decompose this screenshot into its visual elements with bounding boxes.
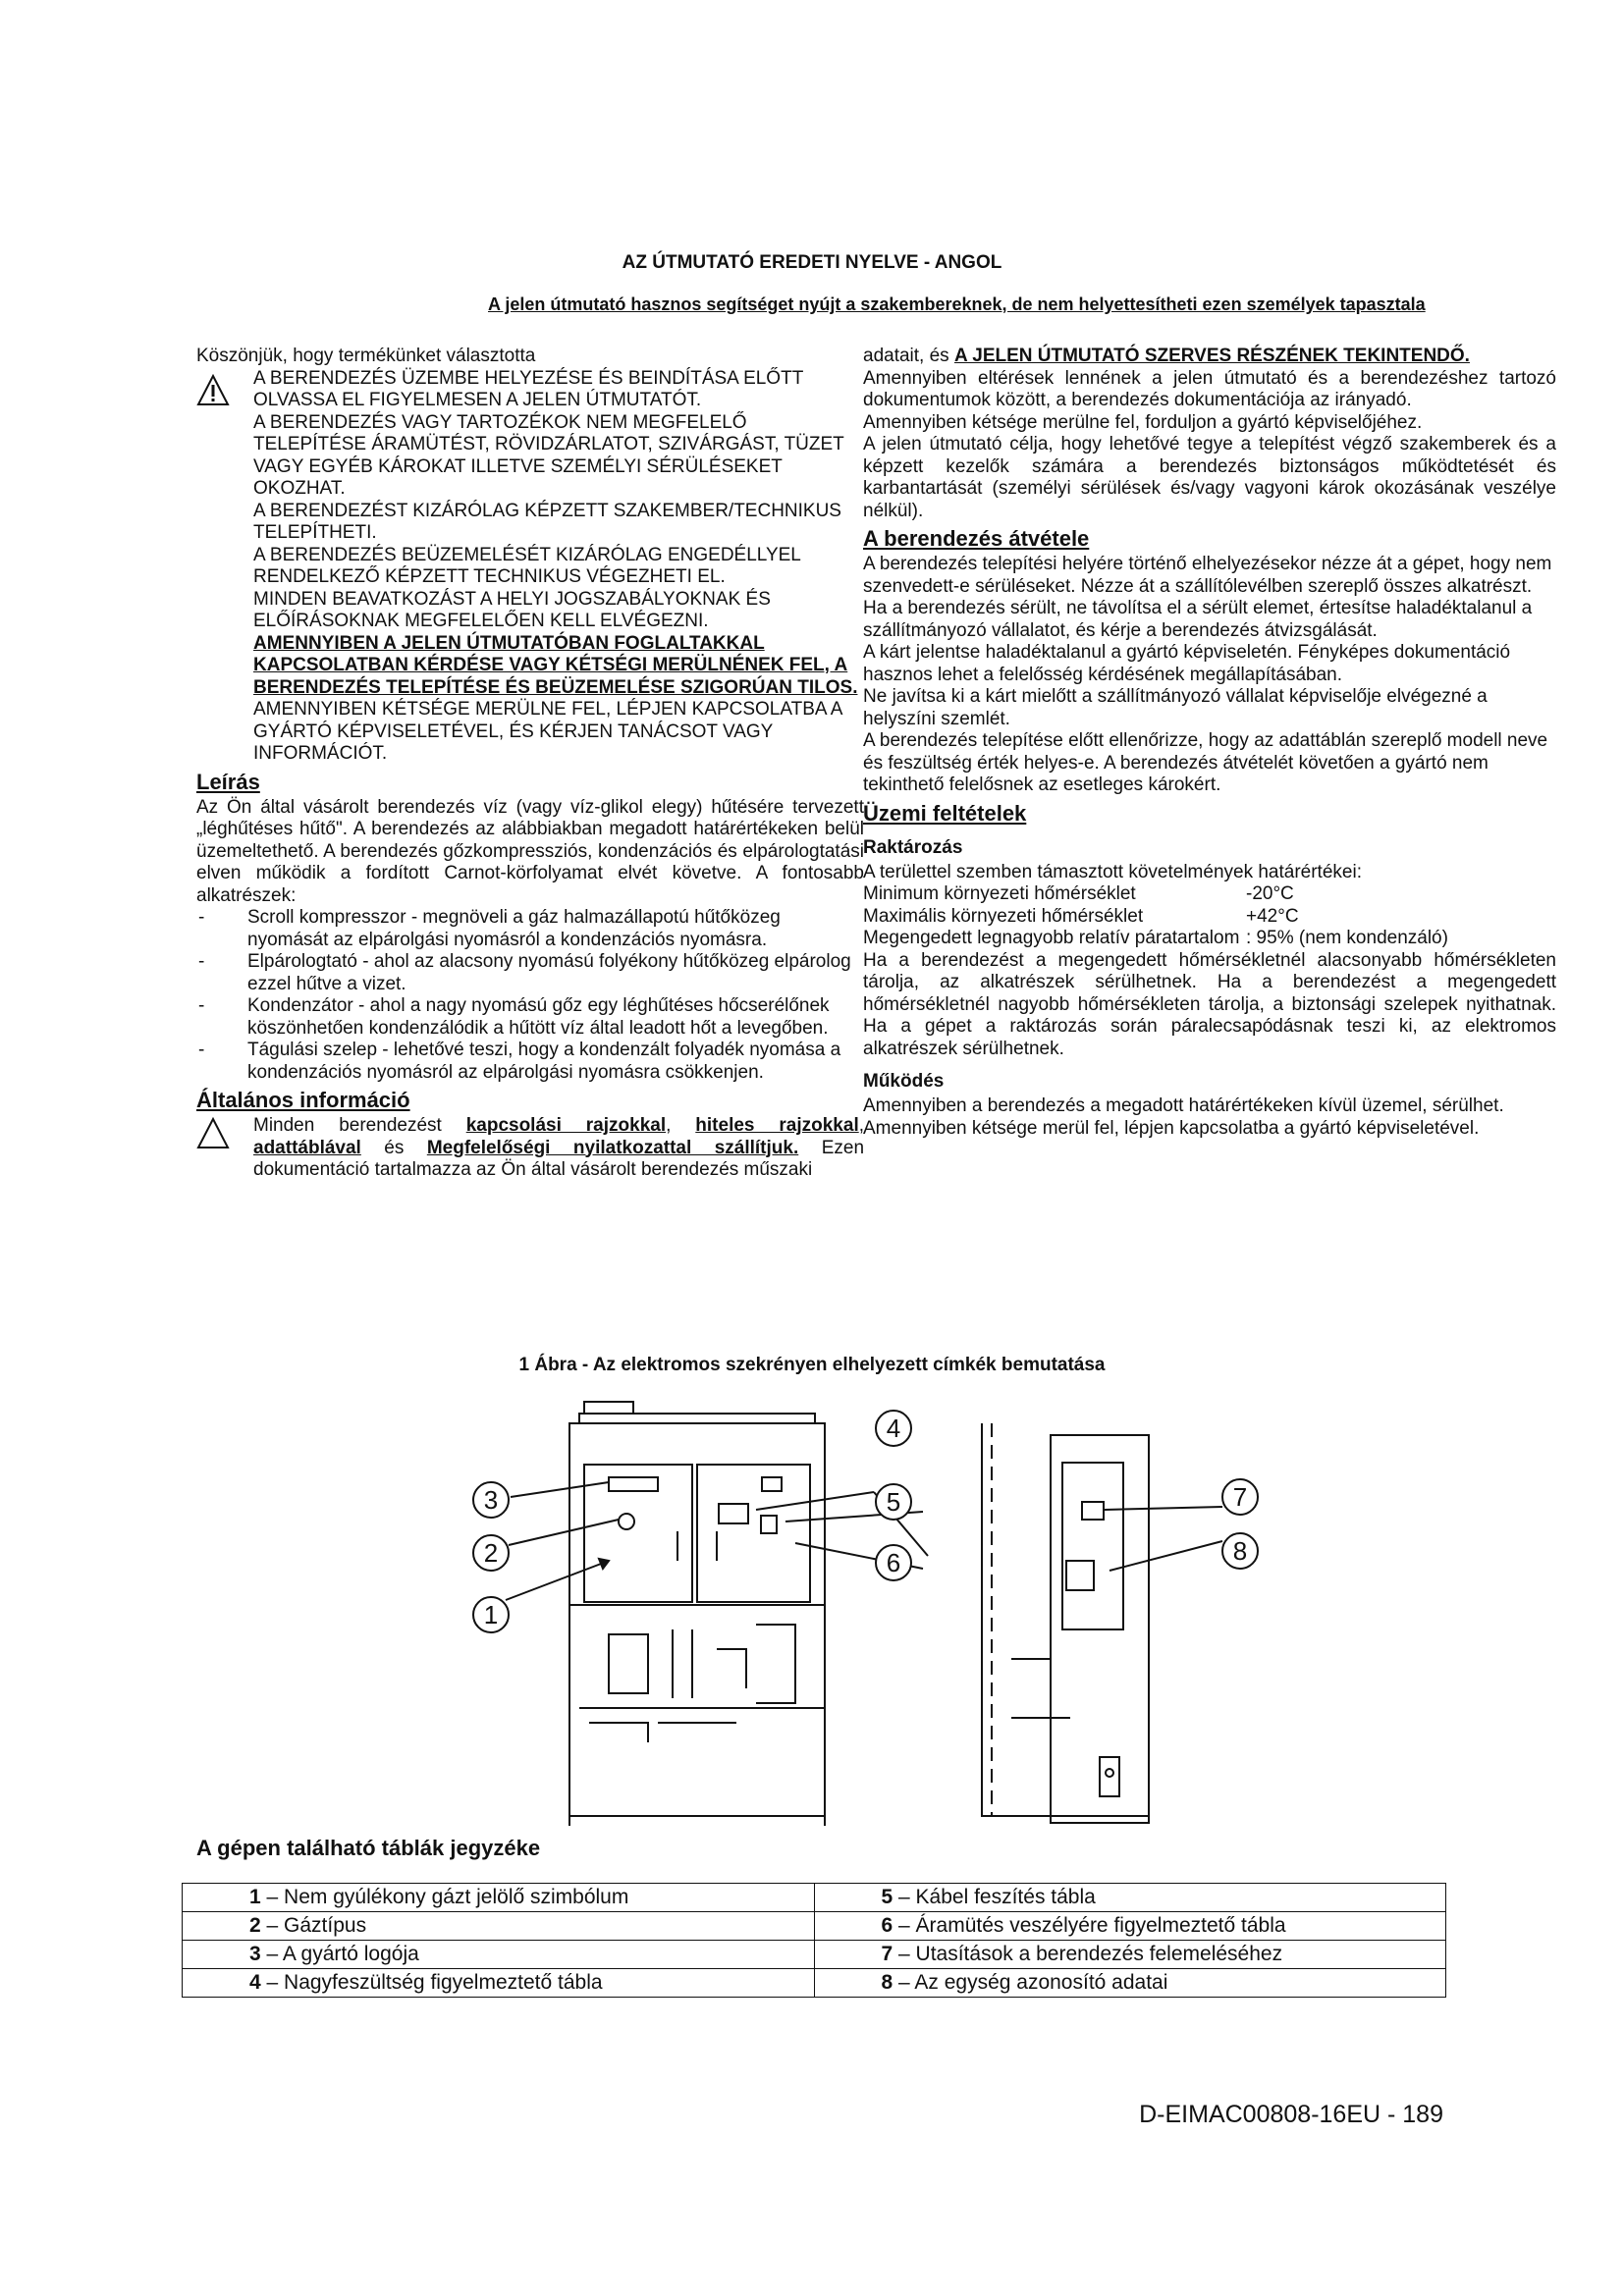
- legend-heading: A gépen található táblák jegyzéke: [196, 1836, 541, 1860]
- receipt-heading: A berendezés átvétele: [863, 526, 1090, 551]
- warning-5: MINDEN BEAVATKOZÁST A HELYI JOGSZABÁLYOKNAK ÉS ELŐÍRÁSOKNAK MEGFELELŐEN KELL ELVÉGEZNI.: [253, 588, 771, 631]
- safety-warnings: [196, 368, 864, 766]
- warning-4: A BERENDEZÉS BEÜZEMELÉSÉT KIZÁRÓLAG ENGEDÉLLYEL RENDELKEZŐ KÉPZETT TECHNIKUS VÉGEZHETI EL.: [253, 544, 801, 587]
- svg-text:7: 7: [1232, 1482, 1248, 1512]
- callout-4: [876, 1411, 911, 1446]
- link-declaration[interactable]: Megfelelőségi nyilatkozattal szállítjuk.: [426, 1137, 799, 1158]
- operation-text-1: Amennyiben a berendezés a megadott határértékeken kívül üzemel, sérülhet.: [863, 1095, 1504, 1116]
- cabinet-door-right: [697, 1465, 810, 1602]
- legend-cell: 3 – A gyártó logója: [183, 1941, 815, 1969]
- top-fan-guard: [579, 1414, 815, 1423]
- link-wiring-diagrams[interactable]: kapcsolási rajzokkal: [465, 1115, 667, 1136]
- warning-2: A BERENDEZÉS VAGY TARTOZÉKOK NEM MEGFELELŐ TELEPÍTÉSE ÁRAMÜTÉST, RÖVIDZÁRLATOT, SZIVÁRGÁST, TÜZET VAGY EGYÉB KÁROKAT ILLETVE SZEMÉLYI SÉRÜLÉSEKET OKOZHAT.: [253, 411, 844, 499]
- general-info-heading: Általános információ: [196, 1088, 410, 1112]
- warning-contact: AMENNYIBEN KÉTSÉGE MERÜLNE FEL, LÉPJEN KAPCSOLATBA A GYÁRTÓ KÉPVISELETÉVEL, ÉS KÉRJEN TANÁCSOT VAGY INFORMÁCIÓT.: [253, 699, 842, 764]
- storage-text: Ha a berendezést a megengedett hőmérsékletnél alacsonyabb hőmérsékleten tárolja, az alkatrészek sérülhetnek. Ha a berendezést a megengedett hőmérsékletnél nagyobb hőmérsékleten tárolja, a biztonsági szelepek nyithatnak. Ha a gépet a raktározás során páralecsapódásnak teszi ki, az elektromos alkatrészek sérülhetnek.: [863, 949, 1556, 1059]
- component-expansion-valve: - Tágulási szelep - lehetővé teszi, hogy a kondenzált folyadék nyomása a kondenzációs nyomásról az elpárolgási nyomásra csökkenjen.: [196, 1040, 864, 1084]
- svg-text:8: 8: [1232, 1536, 1248, 1566]
- legend-cell: 4 – Nagyfeszültség figyelmeztető tábla: [183, 1969, 815, 1998]
- legend-cell: 6 – Áramütés veszélyére figyelmeztető tábla: [814, 1912, 1446, 1941]
- cabinet-door-left: [584, 1465, 692, 1602]
- manual-purpose-text: A jelen útmutató célja, hogy lehetővé tegye a telepítést végző szakemberek és a képzett kezelők számára a berendezés biztonságos működtetését és karbantartását (személyi sérülések és/vagy vagyoni károk okozásának veszélye nélkül).: [863, 434, 1556, 521]
- component-compressor: - Scroll kompresszor - megnöveli a gáz halmazállapotú hűtőközeg nyomását az elpárolgási nyomásról a kondenzációs nyomásra.: [196, 907, 864, 951]
- svg-text:2: 2: [483, 1538, 499, 1568]
- callout-8: [1222, 1533, 1258, 1569]
- doc-precedence-text: Amennyiben eltérések lennének a jelen útmutató és a berendezéshez tartozó dokumentumok között, a berendezés dokumentációja az irányadó.: [863, 367, 1556, 410]
- warning-1: A BERENDEZÉS ÜZEMBE HELYEZÉSE ÉS BEINDÍTÁSA ELŐTT OLVASSA EL FIGYELMESEN A JELEN ÚTMUTATÓT.: [253, 367, 803, 410]
- legend-table: [182, 1883, 1446, 1998]
- condition-min-temp: Minimum környezeti hőmérséklet -20°C: [863, 883, 1294, 904]
- operation-text-2: Amennyiben kétsége merül fel, lépjen kapcsolatba a gyártó képviseletével.: [863, 1117, 1480, 1139]
- general-info-text: Minden berendezést kapcsolási rajzokkal, hiteles rajzokkal, adattáblával és Megfelelőségi nyilatkozattal szállítjuk. Ezen dokumentáció tartalmazza az Ön által vásárolt berendezés műszaki: [253, 1115, 865, 1180]
- warning-3: A BERENDEZÉST KIZÁRÓLAG KÉPZETT SZAKEMBER/TECHNIKUS TELEPÍTHETI.: [253, 500, 841, 543]
- unit-drawing: [461, 1394, 1267, 1836]
- table-row: [183, 1912, 1446, 1941]
- legend-cell: 2 – Gáztípus: [183, 1912, 815, 1941]
- thanks-text: Köszönjük, hogy termékünket választotta: [196, 346, 536, 366]
- condition-humidity: Megengedett legnagyobb relatív páratartalom : 95% (nem kondenzáló): [863, 928, 1448, 948]
- component-condenser: - Kondenzátor - ahol a nagy nyomású gőz egy léghűtéses hőcserélőnek köszönhetően kondenzálódik a hűtött víz által leadott hőt a levegőben.: [196, 995, 864, 1040]
- table-row: [183, 1884, 1446, 1912]
- callout-7: [1222, 1479, 1258, 1515]
- document-title: AZ ÚTMUTATÓ EREDETI NYELVE - ANGOL: [622, 252, 1002, 273]
- description-heading: Leírás: [196, 769, 260, 794]
- legend-cell: 7 – Utasítások a berendezés felemeléséhez: [814, 1941, 1446, 1969]
- link-certified-drawings[interactable]: hiteles rajzokkal: [695, 1115, 859, 1136]
- figure-caption: 1 Ábra - Az elektromos szekrényen elhelyezett címkék bemutatása: [518, 1355, 1106, 1375]
- description-text: Az Ön által vásárolt berendezés víz (vagy víz-glikol elegy) hűtésére tervezett „léghűtéses hűtő". A berendezés az alábbiakban megadott határértékeken belül üzemeltethető. A berendezés gőzkompressziós, kondenzációs és elpárologtatási elven működik a fordított Carnot-körfolyamat elvét követve. A fontosabb alkatrészek:: [196, 796, 864, 906]
- svg-text:5: 5: [886, 1487, 901, 1517]
- continuation-text: adatait, és A JELEN ÚTMUTATÓ SZERVES RÉSZÉNEK TEKINTENDŐ.: [863, 346, 1470, 366]
- storage-intro: A területtel szemben támasztott követelmények határértékei:: [863, 861, 1362, 882]
- receipt-text-1: A berendezés telepítési helyére történő elhelyezésekor nézze át a gépet, hogy nem szenvedett-e sérüléseket. Nézze át a szállítólevélben szereplő összes alkatrészt.: [863, 554, 1552, 597]
- svg-text:3: 3: [483, 1485, 499, 1515]
- warning-bold: AMENNYIBEN A JELEN ÚTMUTATÓBAN FOGLALTAKKAL KAPCSOLATBAN KÉRDÉSE VAGY KÉTSÉGI MERÜLNÉNEK FEL, A BERENDEZÉS TELEPÍTÉSE ÉS BEÜZEMELÉSE SZIGORÚAN TILOS.: [253, 632, 858, 698]
- operating-conditions-heading: Üzemi feltételek: [863, 800, 1027, 826]
- legend-cell: 8 – Az egység azonosító adatai: [814, 1969, 1446, 1998]
- receipt-text-4: Ne javítsa ki a kárt mielőtt a szállítmányozó vállalat képviselője elvégezné a helyszíni szemlét.: [863, 686, 1488, 729]
- svg-text:6: 6: [886, 1548, 901, 1577]
- callout-1: [473, 1597, 509, 1632]
- left-column: [196, 346, 864, 1182]
- page-footer-docid: D-EIMAC00808-16EU - 189: [1139, 2101, 1443, 2128]
- callout-5: [876, 1484, 911, 1520]
- svg-text:4: 4: [886, 1414, 901, 1443]
- warning-triangle-icon: [196, 374, 230, 407]
- receipt-text-2: Ha a berendezés sérült, ne távolítsa el a sérült elemet, értesítse haladéktalanul a szállítmányozó vállalatot, és kérje a berendezés átvizsgálását.: [863, 598, 1533, 641]
- receipt-text-5: A berendezés telepítése előtt ellenőrizze, hogy az adattáblán szereplő modell neve és feszültség érték helyes-e. A berendezés átvételét követően a gyártó nem tekinthető felelősnek az esetleges károkért.: [863, 730, 1548, 795]
- legend-cell: 5 – Kábel feszítés tábla: [814, 1884, 1446, 1912]
- callout-3: [473, 1482, 509, 1518]
- callout-2: [473, 1535, 509, 1571]
- right-column: [863, 346, 1556, 1140]
- link-nameplate[interactable]: adattáblával: [253, 1137, 361, 1158]
- side-electrical-box: [1062, 1463, 1123, 1629]
- storage-heading: Raktározás: [863, 836, 963, 858]
- operation-heading: Működés: [863, 1071, 945, 1092]
- table-row: [183, 1941, 1446, 1969]
- caution-triangle-icon: [196, 1117, 230, 1150]
- contact-rep-text: Amennyiben kétsége merülne fel, forduljon a gyártó képviselőjéhez.: [863, 411, 1423, 433]
- component-list: [196, 907, 864, 1084]
- svg-text:1: 1: [483, 1600, 499, 1629]
- general-info-block: [196, 1115, 864, 1182]
- condition-max-temp: Maximális környezeti hőmérséklet +42°C: [863, 905, 1299, 927]
- legend-cell: 1 – Nem gyúlékony gázt jelölő szimbólum: [183, 1884, 815, 1912]
- intro-line: A jelen útmutató hasznos segítséget nyújt a szakembereknek, de nem helyettesítheti ezen személyek tapasztala: [488, 294, 1426, 314]
- receipt-text-3: A kárt jelentse haladéktalanul a gyártó képviseletén. Fényképes dokumentáció hasznos lehet a felelősség kérdésének megállapításában.: [863, 642, 1511, 685]
- table-row: [183, 1969, 1446, 1998]
- component-evaporator: - Elpárologtató - ahol az alacsony nyomású folyékony hűtőközeg elpárolog ezzel hűtve a vizet.: [196, 951, 864, 995]
- callout-6: [876, 1545, 911, 1580]
